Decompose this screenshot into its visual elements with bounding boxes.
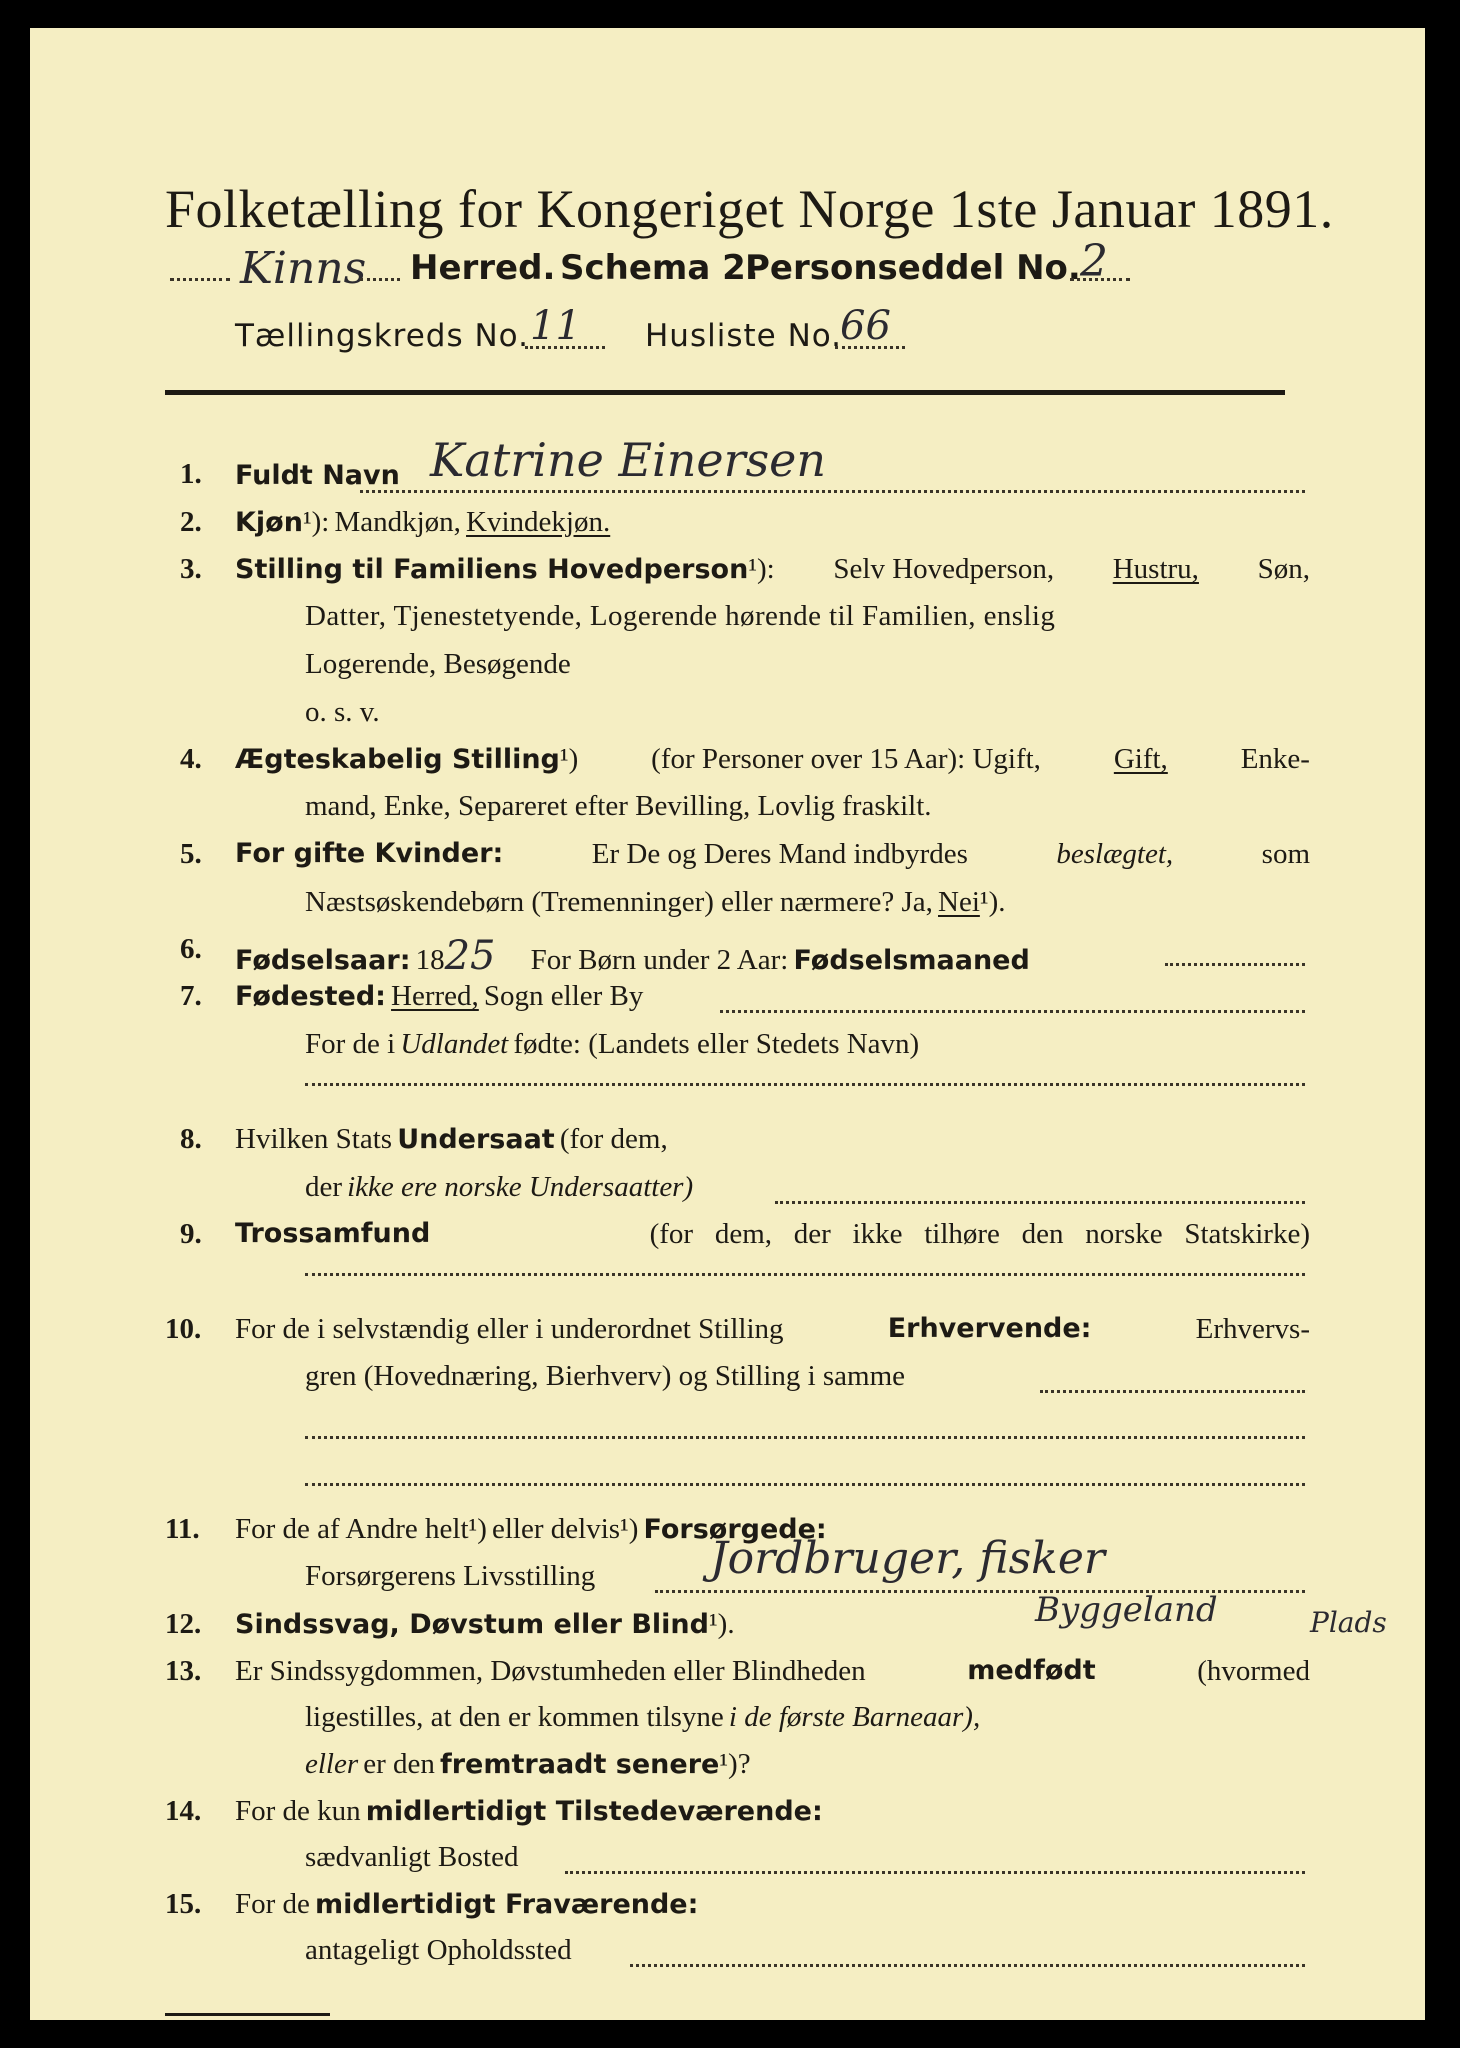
q10-label: Erhvervende: <box>887 1313 1092 1344</box>
q3-line4: o. s. v. <box>305 696 380 728</box>
q11-answer2: Byggeland <box>1035 1590 1218 1630</box>
husliste-dots <box>835 346 905 349</box>
q8-dots <box>775 1201 1305 1204</box>
q3-line3: Logerende, Besøgende <box>305 648 571 680</box>
herred-dots <box>170 278 230 281</box>
q10-dots-3 <box>305 1483 1305 1486</box>
q6-label: Fødselsaar: <box>235 945 411 976</box>
q1-number: 1. <box>180 458 202 490</box>
personseddel-label: Personseddel No. <box>745 248 1081 288</box>
q6-label2: Fødselsmaaned <box>793 945 1030 976</box>
q5-line1-a: Er De og Deres Mand indbyrdes <box>591 838 968 870</box>
q13-line3-d: ¹)? <box>719 1748 751 1780</box>
q11-text-b: eller delvis <box>492 1513 621 1545</box>
q14-dots <box>565 1871 1305 1874</box>
q11-answer3: Plads <box>1310 1606 1387 1639</box>
q5-line1-c: som <box>1261 838 1310 870</box>
q3-opt-selv: Selv Hovedperson, <box>833 553 1055 585</box>
q6-text: For Børn under 2 Aar: <box>530 944 789 976</box>
taellingskreds-label: Tællingskreds No. <box>235 318 529 354</box>
q14-number: 14. <box>165 1795 202 1827</box>
q14-text: For de kun <box>235 1795 361 1827</box>
q2-number: 2. <box>180 506 202 538</box>
q9-label: Trossamfund <box>235 1218 431 1249</box>
q7-dots-2 <box>305 1083 1305 1086</box>
q7-dots <box>720 1010 1305 1013</box>
q13-line2-b: i de første Barneaar), <box>728 1701 981 1733</box>
q3-opt-hustru: Hustru, <box>1112 553 1199 585</box>
q11-line2: Forsørgerens Livsstilling <box>305 1560 596 1592</box>
q2-label: Kjøn <box>235 507 303 538</box>
form-title: Folketælling for Kongeriget Norge 1ste Januar 1891. <box>165 179 1334 239</box>
q3-opt-son: Søn, <box>1257 553 1310 585</box>
q12-number: 12. <box>165 1608 202 1640</box>
q13-line3-a: eller <box>305 1748 359 1780</box>
q4-line1-c: Enke- <box>1240 743 1310 775</box>
q15-number: 15. <box>165 1888 202 1920</box>
header-rule <box>165 390 1285 395</box>
q10-line2: gren (Hovednæring, Bierhverv) og Stilling i samme <box>305 1360 906 1392</box>
q9-text: (for dem, der ikke tilhøre den norske Statskirke) <box>649 1218 1310 1250</box>
schema-label: Schema 2. <box>560 248 759 288</box>
q4-line1-a: (for Personer over 15 Aar): Ugift, <box>651 743 1041 775</box>
q4-line2: mand, Enke, Separeret efter Bevilling, Lovlig fraskilt. <box>305 790 932 822</box>
q6-answer: 25 <box>444 933 496 979</box>
q4-label: Ægteskabelig Stilling <box>235 744 560 775</box>
q15-label: midlertidigt Fraværende: <box>315 1889 699 1920</box>
q8-number: 8. <box>180 1123 202 1155</box>
q8-text-a: Hvilken Stats <box>235 1123 393 1155</box>
q11-answer: Jordbruger, fisker <box>710 1533 1105 1584</box>
q5-opt-nei: Nei <box>938 886 980 918</box>
q7-line2-c: fødte: (Landets eller Stedets Navn) <box>513 1028 920 1060</box>
q5-line2-c: ¹). <box>979 886 1006 918</box>
q14-line2: sædvanligt Bosted <box>305 1841 519 1873</box>
q13-label: medfødt <box>967 1655 1096 1686</box>
q10-text-b: Erhvervs- <box>1195 1313 1310 1345</box>
herred-handwritten: Kinns <box>240 243 367 294</box>
q9-dots <box>305 1273 1305 1276</box>
q8-line2-a: der <box>305 1171 343 1203</box>
q10-number: 10. <box>165 1313 202 1345</box>
q7-label: Fødested: <box>235 981 386 1012</box>
footnote-rule <box>165 2013 330 2016</box>
q9-number: 9. <box>180 1218 202 1250</box>
q3-line2: Datter, Tjenestetyende, Logerende hørende til Familien, enslig <box>305 600 1056 632</box>
q11-number: 11. <box>165 1513 200 1545</box>
q5-line2-a: Næstsøskendebørn (Tremenninger) eller nærmere? Ja, <box>305 886 933 918</box>
q11-label: Forsørgede: <box>643 1514 827 1545</box>
q11-sup2: ¹) <box>620 1513 639 1545</box>
q1-answer: Katrine Einersen <box>430 433 827 487</box>
q3-number: 3. <box>180 553 202 585</box>
q1-label: Fuldt Navn <box>235 460 400 491</box>
q15-dots <box>630 1964 1305 1967</box>
q1-dots <box>360 490 1305 493</box>
q15-line2: antageligt Opholdssted <box>305 1934 572 1966</box>
q4-opt-gift: Gift, <box>1113 743 1168 775</box>
q7-opt-sogn: Sogn eller By <box>483 980 644 1012</box>
q12-sup: ¹). <box>708 1608 735 1640</box>
q13-line2-a: ligestilles, at den er kommen tilsyne <box>305 1701 724 1733</box>
q8-line2-b: ikke ere norske Undersaatter) <box>347 1171 694 1203</box>
q4-sup: ¹) <box>559 743 579 775</box>
q13-line3-c: fremtraadt senere <box>440 1749 720 1780</box>
q12-label: Sindssvag, Døvstum eller Blind <box>235 1609 709 1640</box>
q2-option-male: Mandkjøn, <box>334 506 461 538</box>
q2-option-female: Kvindekjøn. <box>466 506 611 538</box>
herred-label: Herred. <box>410 248 556 288</box>
q15-text: For de <box>235 1888 310 1920</box>
q3-sup: ¹): <box>748 553 775 585</box>
personseddel-dots <box>1070 278 1130 281</box>
q3-label: Stilling til Familiens Hovedperson <box>235 554 749 585</box>
q5-label: For gifte Kvinder: <box>235 838 504 869</box>
taellingskreds-value: 11 <box>530 303 581 349</box>
q4-number: 4. <box>180 743 202 775</box>
q14-label: midlertidigt Tilstedeværende: <box>365 1796 823 1827</box>
q5-line1-b: beslægtet, <box>1056 838 1174 870</box>
q6-number: 6. <box>180 933 202 965</box>
q10-dots-2 <box>305 1436 1305 1439</box>
q6-dots <box>1165 963 1305 966</box>
husliste-value: 66 <box>840 303 891 349</box>
q11-text-a: For de af Andre helt <box>235 1513 469 1545</box>
q13-number: 13. <box>165 1655 202 1687</box>
personseddel-value: 2 <box>1080 236 1108 287</box>
q7-number: 7. <box>180 980 202 1012</box>
q13-text-a: Er Sindssygdommen, Døvstumheden eller Blindheden <box>235 1655 866 1687</box>
q10-dots <box>1040 1390 1305 1393</box>
q5-number: 5. <box>180 838 202 870</box>
q8-label: Undersaat <box>397 1124 555 1155</box>
q11-sup1: ¹) <box>468 1513 487 1545</box>
herred-dots-2 <box>360 278 400 281</box>
q6-prefix: 18 <box>415 944 445 976</box>
husliste-label: Husliste No. <box>645 318 843 354</box>
q13-text-b: (hvormed <box>1197 1655 1310 1687</box>
q7-line2-a: For de i <box>305 1028 396 1060</box>
q10-text-a: For de i selvstændig eller i underordnet Stilling <box>235 1313 784 1345</box>
q7-opt-herred: Herred, <box>391 980 479 1012</box>
q2-sup: ¹): <box>302 506 330 538</box>
q8-text-b: (for dem, <box>559 1123 668 1155</box>
census-form <box>30 28 1425 2020</box>
q7-line2-b: Udlandet <box>400 1028 509 1060</box>
taellingskreds-dots <box>525 346 605 349</box>
q13-line3-b: er den <box>363 1748 435 1780</box>
